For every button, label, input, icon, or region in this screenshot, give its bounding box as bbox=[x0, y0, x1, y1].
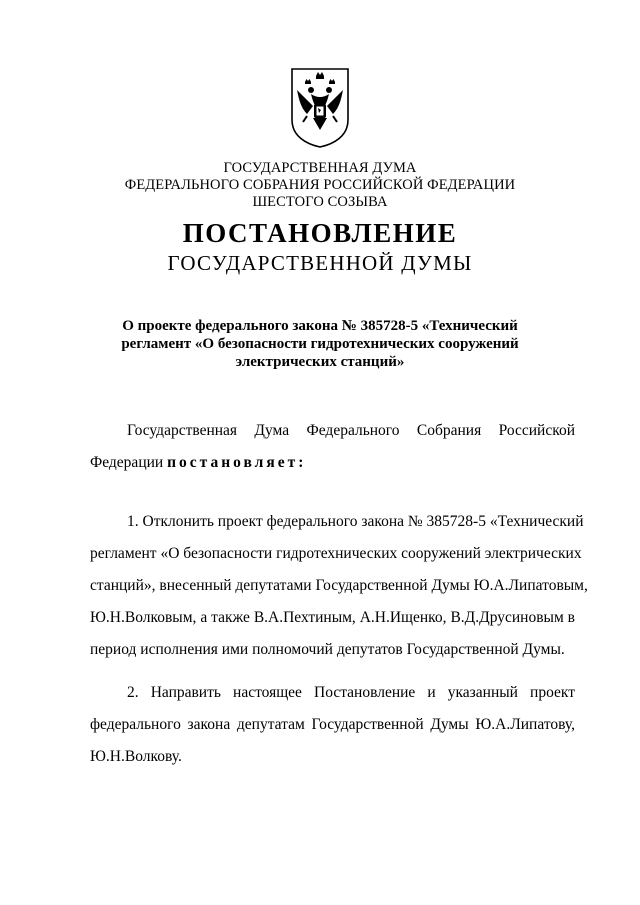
header-line-2: ФЕДЕРАЛЬНОГО СОБРАНИЯ РОССИЙСКОЙ ФЕДЕРАЦИИ bbox=[124, 177, 516, 193]
item-2-line: федерального закона депутатам Государственной Думы Ю.А.Липатову, bbox=[90, 716, 575, 733]
preamble-verb: постановляет: bbox=[167, 454, 307, 471]
item-1-line: станций», внесенный депутатами Государственной Думы Ю.А.Липатовым, bbox=[90, 577, 588, 594]
document-subject bbox=[120, 317, 520, 371]
item-1-line: регламент «О безопасности гидротехнических сооружений электрических bbox=[90, 545, 582, 562]
preamble bbox=[90, 415, 575, 479]
subject-line-2: регламент «О безопасности гидротехнических сооружений bbox=[121, 336, 519, 352]
document-subtitle: ГОСУДАРСТВЕННОЙ ДУМЫ bbox=[167, 251, 473, 275]
preamble-prefix: Федерации bbox=[90, 454, 164, 471]
russian-coat-of-arms-icon bbox=[289, 66, 351, 150]
preamble-line-1: Государственная Дума Федерального Собрания Российской bbox=[127, 422, 575, 439]
item-2-line: 2. Направить настоящее Постановление и указанный проект bbox=[127, 684, 575, 701]
header-line-3: ШЕСТОГО СОЗЫВА bbox=[252, 194, 388, 210]
subject-line-3: электрических станций» bbox=[235, 354, 405, 370]
item-2-line: Ю.Н.Волкову. bbox=[90, 748, 182, 765]
preamble-line-2 bbox=[90, 447, 575, 479]
item-1-line: период исполнения ими полномочий депутатов Государственной Думы. bbox=[90, 641, 565, 658]
item-1 bbox=[90, 506, 588, 666]
issuer-header bbox=[0, 160, 640, 211]
document-title: ПОСТАНОВЛЕНИЕ bbox=[182, 218, 458, 248]
item-1-line: Ю.Н.Волковым, а также В.А.Пехтиным, А.Н.Ищенко, В.Д.Друсиновым в bbox=[90, 609, 575, 626]
header-line-1: ГОСУДАРСТВЕННАЯ ДУМА bbox=[223, 160, 417, 176]
item-1-line: 1. Отклонить проект федерального закона № 385728-5 «Технический bbox=[127, 513, 584, 530]
item-2 bbox=[90, 677, 575, 773]
subject-line-1: О проекте федерального закона № 385728-5 «Технический bbox=[122, 318, 518, 334]
